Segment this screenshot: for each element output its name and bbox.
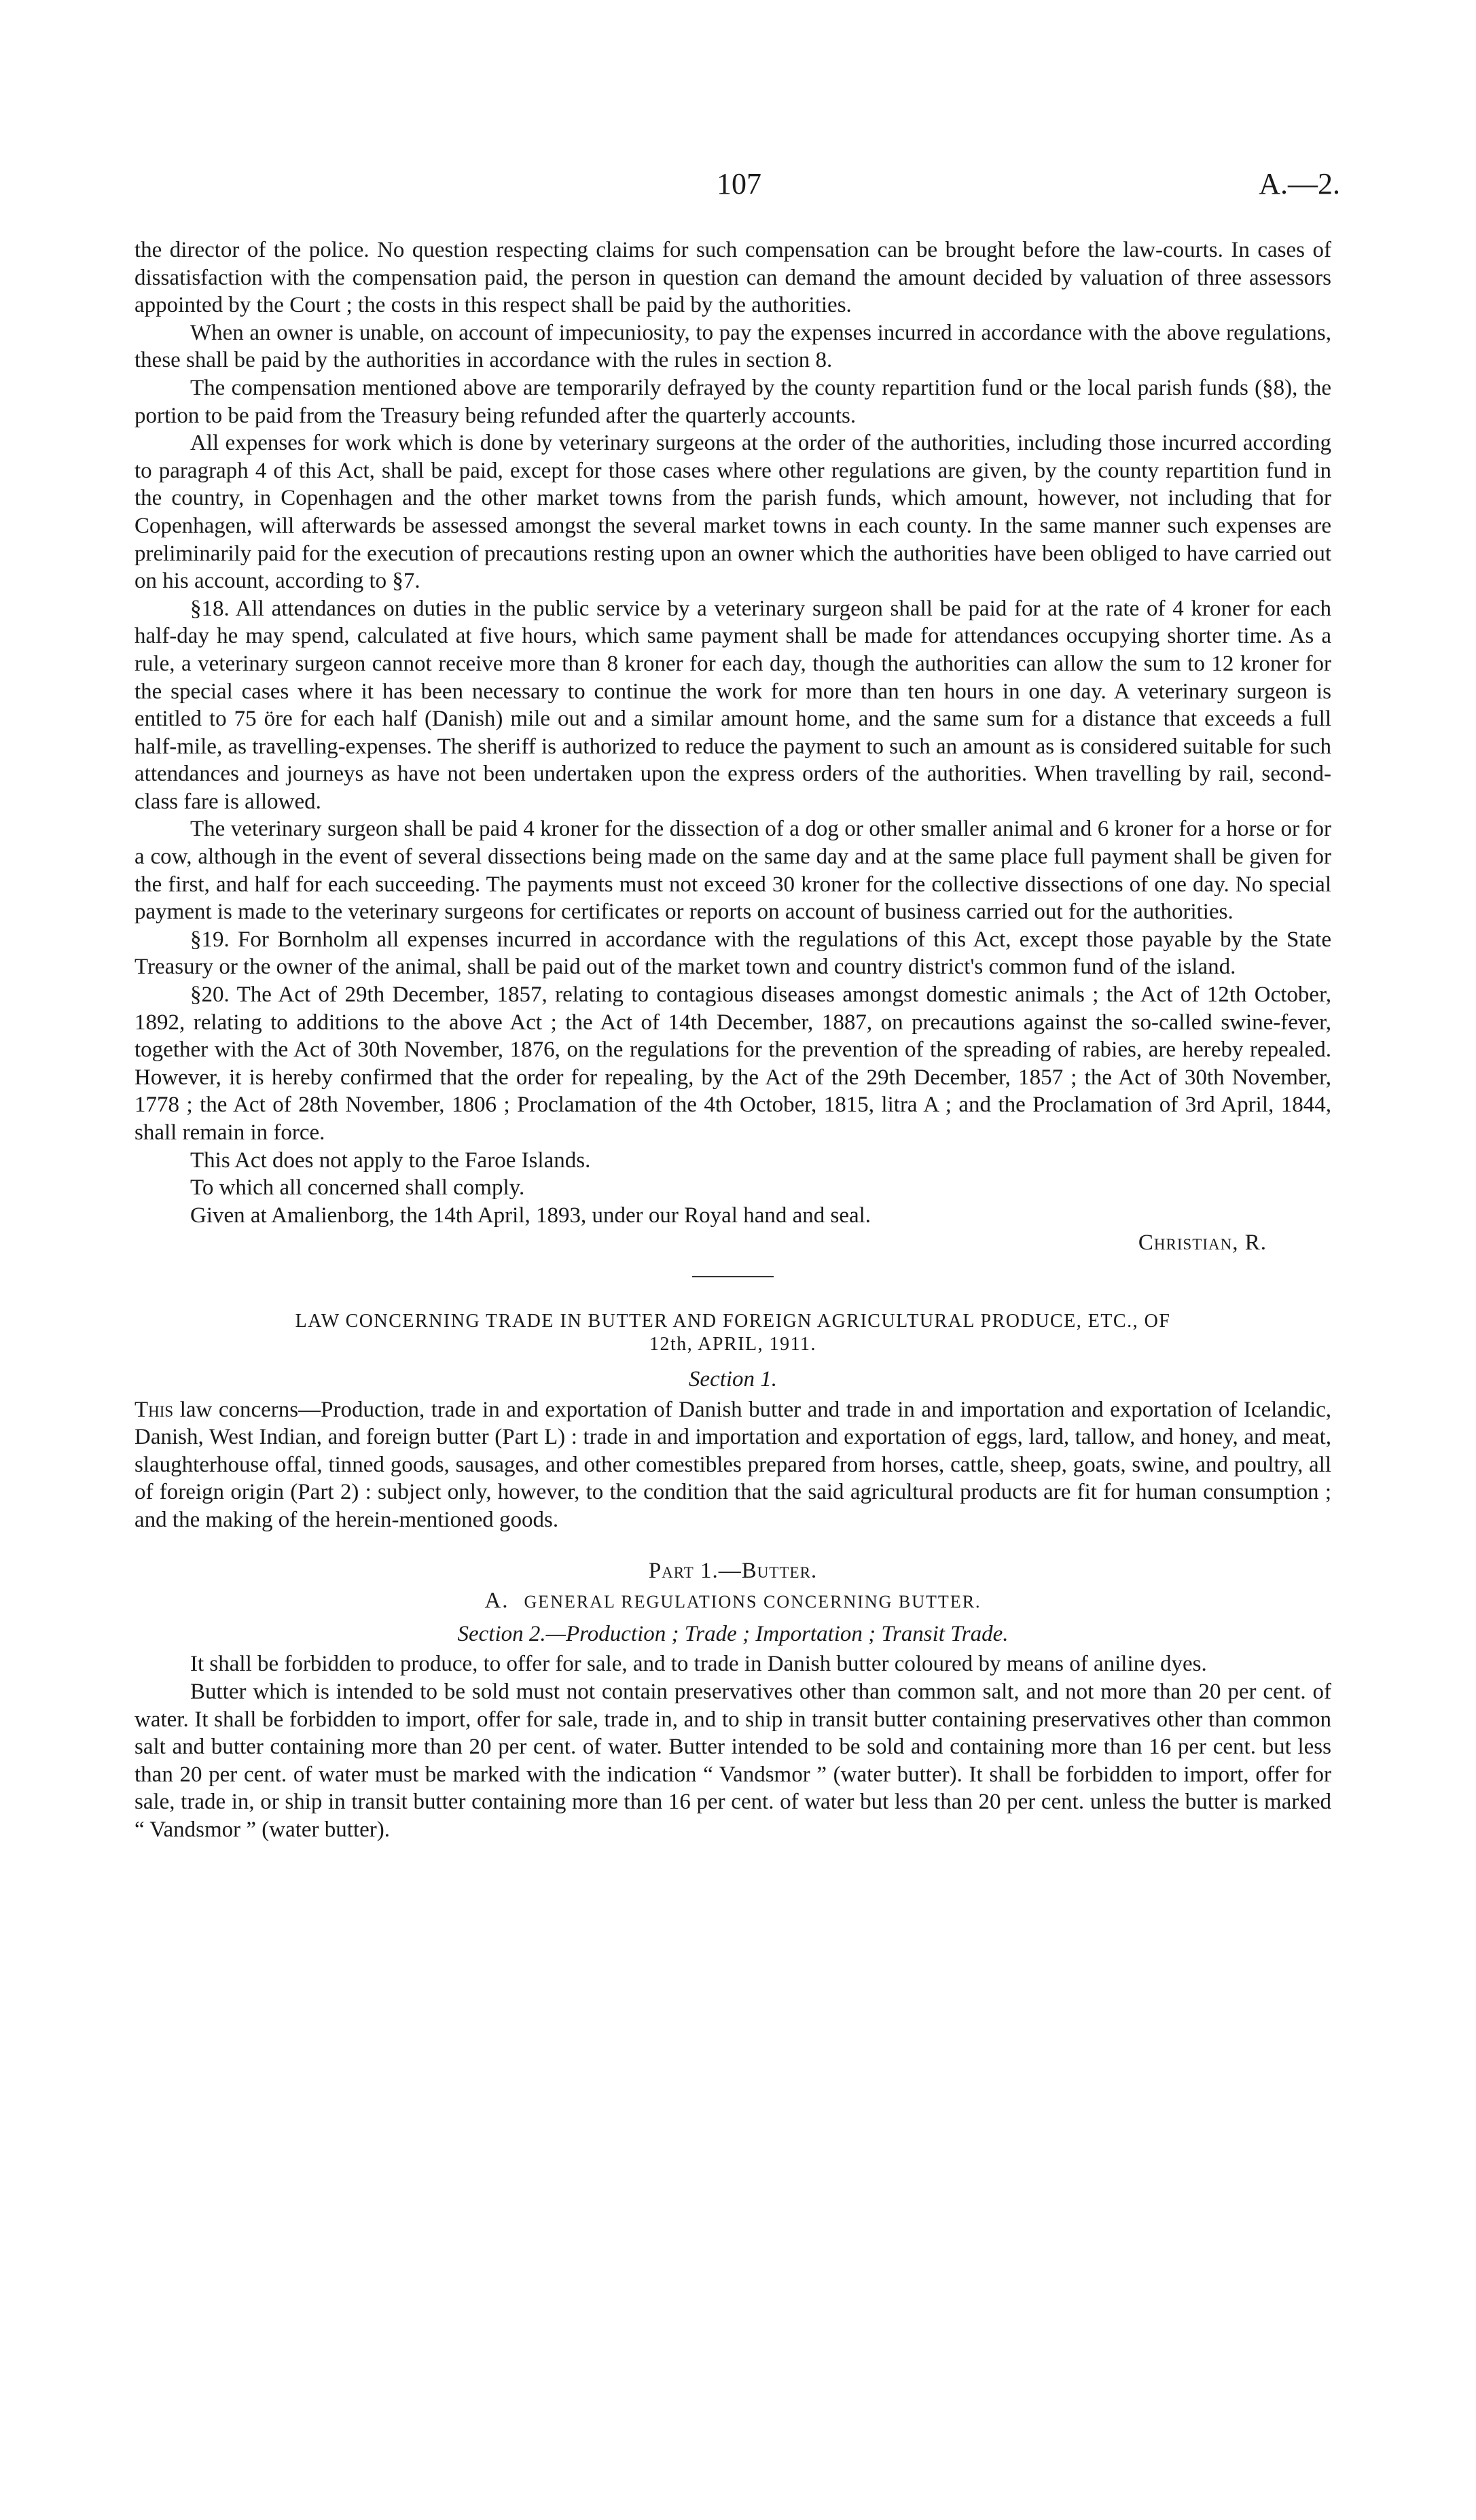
paragraph: To which all concerned shall comply. xyxy=(190,1175,525,1201)
body-text xyxy=(134,236,1331,1843)
paragraph: This Act does not apply to the Faroe Islands. xyxy=(190,1148,591,1173)
section-1-lead-word: This xyxy=(134,1397,174,1422)
subheading-general-regulations xyxy=(134,1587,1331,1616)
section-2-paragraph: Butter which is intended to be sold must not contain preservatives other than common salt, and not more than 20 per cent. of water. It shall be forbidden to import, offer for sale, trade in, and to ship in transit butter containing preservatives other than common salt and butter containing more than 20 per cent. of water. Butter intended to be sold and containing more than 16 per cent. but less than 20 per cent. of water must be marked with the indication “ Vandsmor ” (water butter). It shall be forbidden to import, offer for sale, trade in, or ship in transit butter containing more than 16 per cent. of water but less than 20 per cent. unless the butter is marked “ Vandsmor ” (water butter). xyxy=(134,1679,1331,1842)
subheading-letter: A. xyxy=(484,1589,509,1614)
law-title-line2: 12th, APRIL, 1911. xyxy=(649,1333,817,1355)
section-1-paragraph xyxy=(134,1396,1331,1534)
subheading-text: GENERAL REGULATIONS CONCERNING BUTTER. xyxy=(524,1592,982,1612)
page-number: 107 xyxy=(717,167,761,200)
paragraph-section-18: §18. All attendances on duties in the public service by a veterinary surgeon shall be paid for at the rate of 4 kroner for each half-day he may spend, calculated at five hours, which same payment shall be made for attendances occupying shorter time. As a rule, a veterinary surgeon cannot receive more than 8 kroner for each day, though the authorities can allow the sum to 12 kroner for the special cases where it has been necessary to continue the work for more than ten hours in one day. A veterinary surgeon is entitled to 75 öre for each half (Danish) mile out and a similar amount home, and the same sum for a distance that exceeds a full half-mile, as travelling-expenses. The sheriff is authorized to reduce the payment to such an amount as is considered suitable for such attendances and journeys as have not been undertaken upon the express orders of the authorities. When travelling by rail, second-class fare is allowed. xyxy=(134,596,1331,814)
paragraph-section-20: §20. The Act of 29th December, 1857, relating to contagious diseases amongst domestic animals ; the Act of 12th October, 1892, relating to additions to the above Act ; the Act of 14th December, 1887, on precautions against the so-called swine-fever, together with the Act of 30th November, 1876, on the regulations for the prevention of the spreading of rabies, are hereby repealed. However, it is hereby confirmed that the order for repealing, by the Act of the 29th December, 1857 ; the Act of 30th November, 1778 ; the Act of 28th November, 1806 ; Proclamation of the 4th October, 1815, litra A ; and the Proclamation of 3rd April, 1844, shall remain in force. xyxy=(134,982,1331,1145)
section-2-heading: Section 2.—Production ; Trade ; Importation ; Transit Trade. xyxy=(457,1621,1009,1646)
section-divider xyxy=(692,1276,774,1277)
paragraph: When an owner is unable, on account of impecuniosity, to pay the expenses incurred in accordance with the above regulations, these shall be paid by the authorities in accordance with the rules in section 8. xyxy=(134,320,1331,373)
section-2-paragraph: It shall be forbidden to produce, to offer for sale, and to trade in Danish butter coloured by means of aniline dyes. xyxy=(190,1652,1207,1677)
law-title-line1: LAW CONCERNING TRADE IN BUTTER AND FOREIGN AGRICULTURAL PRODUCE, ETC., OF xyxy=(295,1310,1171,1332)
page-reference: A.—2. xyxy=(1259,167,1340,200)
paragraph: The veterinary surgeon shall be paid 4 kroner for the dissection of a dog or other smaller animal and 6 kroner for a horse or for a cow, although in the event of several dissections being made on the same day and at the same place full payment shall be given for the first, and half for each succeeding. The payments must not exceed 30 kroner for the collective dissections of one day. No special payment is made to the veterinary surgeons for certificates or reports on account of business carried out for the authorities. xyxy=(134,817,1331,925)
section-1-heading: Section 1. xyxy=(688,1366,778,1391)
paragraph-section-19: §19. For Bornholm all expenses incurred in accordance with the regulations of this Act, except those payable by the State Treasury or the owner of the animal, shall be paid out of the market town and country district's common fund of the island. xyxy=(134,927,1331,980)
signature: Christian, R. xyxy=(1138,1230,1267,1256)
law-title xyxy=(134,1310,1331,1356)
section-1-text: law concerns—Production, trade in and exportation of Danish butter and trade in and importation and exportation of Icelandic, Danish, West Indian, and foreign butter (Part L) : trade in and importation and exportation of eggs, lard, tallow, and honey, and meat, slaughterhouse offal, tinned goods, sausages, and other comestibles prepared from horses, cattle, sheep, goats, swine, and poultry, all of foreign origin (Part 2) : subject only, however, to the condition that the said agricultural products are fit for human consumption ; and the making of the herein-mentioned goods. xyxy=(134,1397,1332,1532)
page-header xyxy=(0,166,1476,214)
part-1-heading: Part 1.—Butter. xyxy=(648,1558,818,1583)
paragraph: The compensation mentioned above are temporarily defrayed by the county repartition fund or the local parish funds (§8), the portion to be paid from the Treasury being refunded after the quarterly accounts. xyxy=(134,375,1331,428)
paragraph: the director of the police. No question respecting claims for such compensation can be brought before the law-courts. In cases of dissatisfaction with the compensation paid, the person in question can demand the amount decided by valuation of three assessors appointed by the Court ; the costs in this respect shall be paid by the authorities. xyxy=(134,238,1331,318)
paragraph: All expenses for work which is done by veterinary surgeons at the order of the authorities, including those incurred according to paragraph 4 of this Act, shall be paid, except for those cases where other regulations are given, by the county repartition fund in the country, in Copenhagen and the other market towns from the parish funds, which amount, however, not including that for Copenhagen, will afterwards be assessed amongst the several market towns in each county. In the same manner such expenses are preliminarily paid for the execution of precautions resting upon an owner which the authorities have been obliged to have carried out on his account, according to §7. xyxy=(134,431,1331,594)
paragraph: Given at Amalienborg, the 14th April, 1893, under our Royal hand and seal. xyxy=(190,1203,871,1228)
